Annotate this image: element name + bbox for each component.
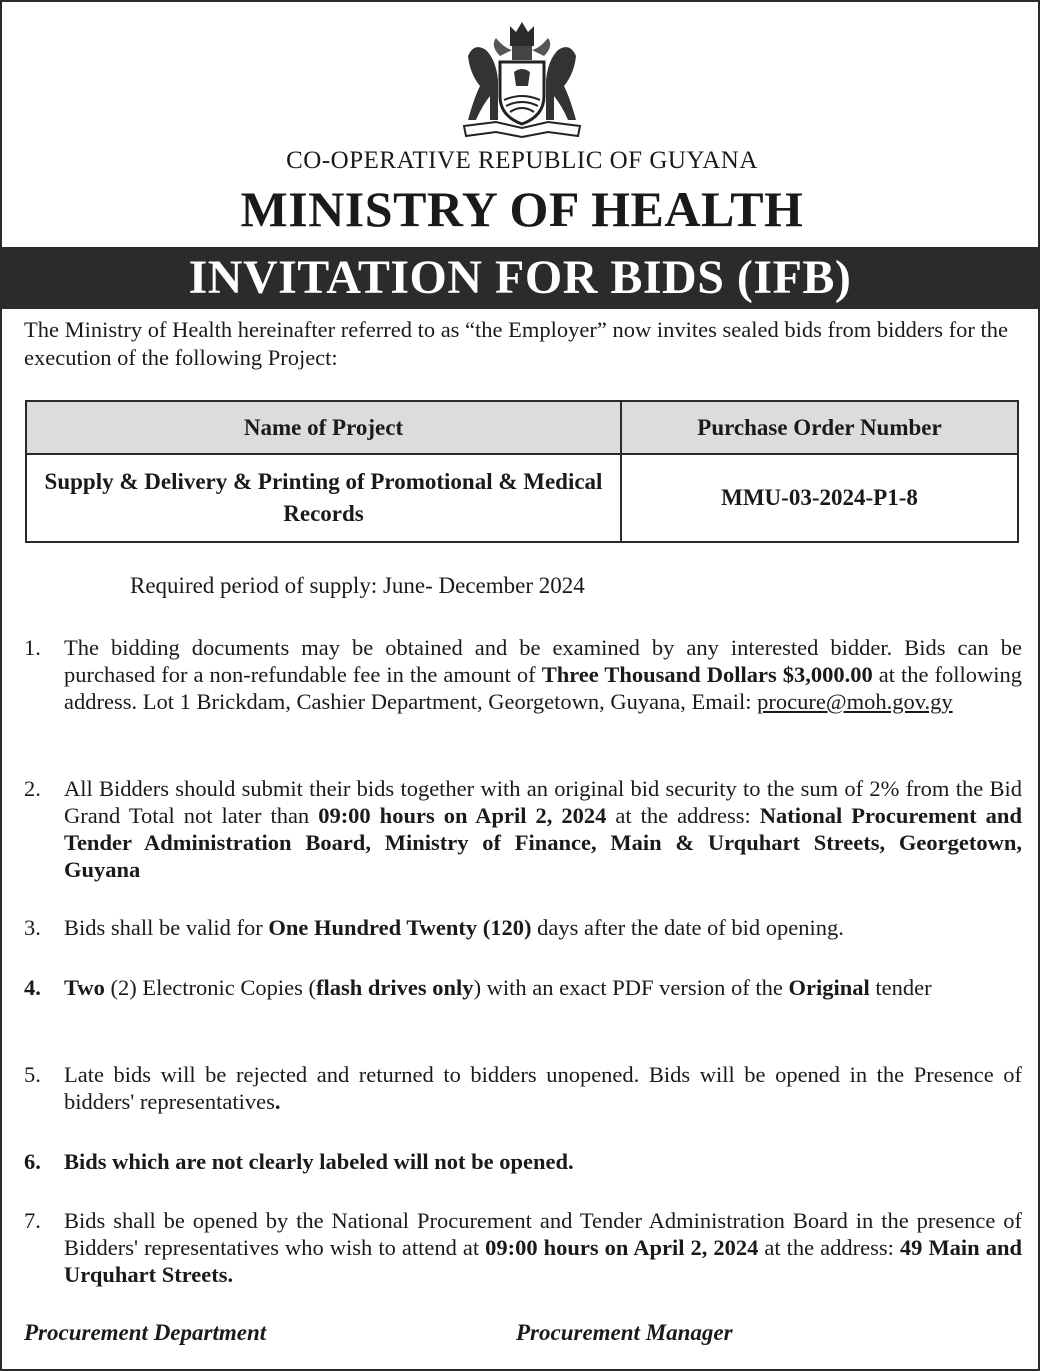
item-text: Late bids will be rejected and returned to bidders unopened. Bids will be opened in the Presence of bidders' representatives. xyxy=(64,1062,1022,1114)
item-text: All Bidders should submit their bids together with an original bid security to the sum of 2% from the Bid Grand Total not later than 09:00 hours on April 2, 2024 at the address: National Procurement and Tender Administration Board, Ministry of Finance, Main & Urquhart Streets, Georgetown, Guyana xyxy=(64,776,1022,882)
intro-paragraph: The Ministry of Health hereinafter referred to as “the Employer” now invites sealed bids from bidders for the execution of the following Project: xyxy=(24,317,1009,370)
item-text: Bids which are not clearly labeled will not be opened. xyxy=(64,1149,574,1174)
item-number: 5. xyxy=(24,1062,41,1087)
header-project-name: Name of Project xyxy=(26,401,621,454)
list-item-1 xyxy=(24,634,1022,715)
signature-procurement-manager: Procurement Manager xyxy=(516,1320,733,1345)
ministry-name: MINISTRY OF HEALTH xyxy=(240,181,804,237)
list-item-4 xyxy=(24,974,1022,1001)
table-header-row xyxy=(26,401,1018,454)
item-number: 2. xyxy=(24,776,41,801)
item-number: 6. xyxy=(24,1149,41,1174)
item-text: Bids shall be opened by the National Procurement and Tender Administration Board in the presence of Bidders' representatives who wish to attend at 09:00 hours on April 2, 2024 at the address: 49 Main and Urquhart Streets. xyxy=(64,1208,1022,1287)
ifb-title-banner: INVITATION FOR BIDS (IFB) xyxy=(2,247,1038,309)
country-name: CO-OPERATIVE REPUBLIC OF GUYANA xyxy=(286,147,758,174)
signature-procurement-department: Procurement Department xyxy=(24,1320,267,1345)
list-item-3 xyxy=(24,914,1022,941)
item-number: 7. xyxy=(24,1208,41,1233)
item-number: 3. xyxy=(24,915,41,940)
coat-of-arms-icon xyxy=(460,16,584,138)
item-text: Bids shall be valid for One Hundred Twenty (120) days after the date of bid opening. xyxy=(64,915,844,940)
po-number-cell: MMU-03-2024-P1-8 xyxy=(621,454,1018,542)
header-po-number: Purchase Order Number xyxy=(621,401,1018,454)
item-text: The bidding documents may be obtained and be examined by any interested bidder. Bids can be purchased for a non-refundable fee in the amount of Three Thousand Dollars $3,000.00 at the following address. Lot 1 Brickdam, Cashier Department, Georgetown, Guyana, Email: procure@moh.gov.gy xyxy=(64,635,1022,714)
project-name-cell: Supply & Delivery & Printing of Promotional & Medical Records xyxy=(26,454,621,542)
list-item-6 xyxy=(24,1148,1022,1175)
item-number: 4. xyxy=(24,975,41,1000)
item-text: Two (2) Electronic Copies (flash drives only) with an exact PDF version of the Original tender xyxy=(64,975,932,1000)
table-row xyxy=(26,454,1018,542)
list-item-7 xyxy=(24,1207,1022,1288)
list-item-5 xyxy=(24,1061,1022,1115)
supply-period: Required period of supply: June- December 2024 xyxy=(130,573,585,598)
project-table xyxy=(25,400,1019,543)
item-number: 1. xyxy=(24,635,41,660)
list-item-2 xyxy=(24,775,1022,883)
email-link[interactable]: procure@moh.gov.gy xyxy=(757,689,953,714)
